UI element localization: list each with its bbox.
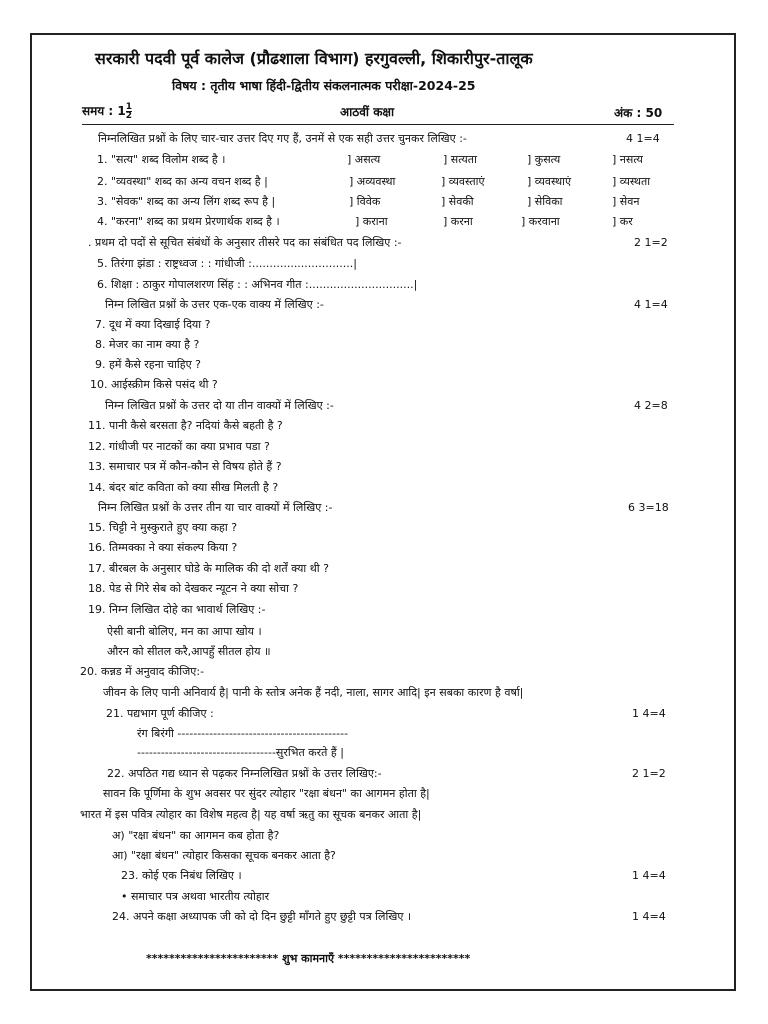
question-22: 22. अपठित गद्य ध्यान से पढ़कर निम्नलिखित प्रश्नों के उत्तर लिखिए:-	[107, 767, 382, 780]
q1-option-c: ] कुसत्य	[527, 153, 561, 166]
translation-passage: जीवन के लिए पानी अनिवार्य है| पानी के स्तोत्र अनेक हैं नदी, नाला, सागर आदि| इन सबका कारण है वर्षा|	[103, 686, 524, 699]
sub-question-aa: आ) "रक्षा बंधन" त्योहार किसका सूचक बनकर आता है?	[112, 849, 336, 862]
q4-option-c: ] करवाना	[521, 215, 560, 228]
q4-option-d: ] कर	[612, 215, 633, 228]
section2-instruction: . प्रथम दो पदों से सूचित संबंधों के अनुसार तीसरे पद का संबंधित पद लिखिए :-	[88, 236, 402, 249]
section5-instruction: निम्न लिखित प्रश्नों के उत्तर तीन या चार वाक्यों में लिखिए :-	[98, 501, 333, 514]
question-23-marks: 1 4=4	[632, 869, 666, 882]
question-17: 17. बीरबल के अनुसार घोडे के मालिक की दो शर्तें क्या थी ?	[88, 562, 329, 575]
section1-instruction: निम्नलिखित प्रश्नों के लिए चार-चार उत्तर दिए गए हैं, उनमें से एक सही उत्तर चुनकर लिखिए :-	[98, 132, 467, 145]
question-4: 4. "करना" शब्द का प्रथम प्रेरणार्थक शब्द है ।	[97, 215, 280, 228]
section3-marks: 4 1=4	[634, 298, 668, 311]
question-9: 9. हमें कैसे रहना चाहिए ?	[95, 358, 202, 371]
q1-option-a: ] असत्य	[347, 153, 381, 166]
question-11: 11. पानी कैसे बरसता है? नदियां कैसे बहती है ?	[88, 419, 283, 432]
class-label: आठवीं कक्षा	[340, 105, 395, 119]
section2-marks: 2 1=2	[634, 236, 668, 249]
section4-marks: 4 2=8	[634, 399, 668, 412]
q4-option-a: ] कराना	[355, 215, 388, 228]
q3-option-d: ] सेवन	[612, 195, 640, 208]
q2-option-c: ] व्यवस्थाएं	[527, 175, 572, 188]
section4-instruction: निम्न लिखित प्रश्नों के उत्तर दो या तीन वाक्यों में लिखिए :-	[105, 399, 334, 412]
section5-marks: 6 3=18	[628, 501, 669, 514]
question-23: 23. कोई एक निबंध लिखिए ।	[121, 869, 242, 882]
question-20: 20. कन्नड में अनुवाद कीजिए:-	[80, 665, 205, 678]
header-divider	[82, 124, 674, 125]
q1-option-b: ] सत्यता	[443, 153, 477, 166]
question-12: 12. गांधीजी पर नाटकों का क्या प्रभाव पडा ?	[88, 440, 270, 453]
question-3: 3. "सेवक" शब्द का अन्य लिंग शब्द रूप है |	[97, 195, 276, 208]
sub-question-a: अ) "रक्षा बंधन" का आगमन कब होता है?	[112, 829, 280, 842]
time-label	[82, 103, 132, 120]
question-18: 18. पेड से गिरे सेब को देखकर न्यूटन ने क्या सोचा ?	[88, 582, 299, 595]
question-6: 6. शिक्षा : ठाकुर गोपालशरण सिंह : : अभिनव गीत :..............................|	[97, 278, 418, 291]
doha-line-1: ऐसी बानी बोलिए, मन का आपा खोय ।	[107, 625, 262, 638]
question-19: 19. निम्न लिखित दोहे का भावार्थ लिखिए :-	[88, 603, 266, 616]
footer-wishes: *********************** शुभ कामनाएँ ***********************	[146, 952, 471, 965]
question-7: 7. दूध में क्या दिखाई दिया ?	[95, 318, 211, 331]
question-21-marks: 1 4=4	[632, 707, 666, 720]
q3-option-b: ] सेवकी	[441, 195, 474, 208]
time-value: समय : 1	[82, 104, 126, 118]
question-24-marks: 1 4=4	[632, 910, 666, 923]
question-1: 1. "सत्य" शब्द विलोम शब्द है ।	[97, 153, 226, 166]
question-21: 21. पद्यभाग पूर्ण कीजिए :	[106, 707, 214, 720]
poem-line-1: रंग बिरंगी -------------------------------------------	[137, 727, 349, 740]
section1-marks: 4 1=4	[626, 132, 660, 145]
question-5: 5. तिरंगा झंडा : राष्ट्रध्वज : : गांधीजी :.............................|	[97, 257, 357, 270]
question-22-marks: 2 1=2	[632, 767, 666, 780]
q4-option-b: ] करना	[443, 215, 473, 228]
question-14: 14. बंदर बांट कविता को क्या सीख मिलती है ?	[88, 481, 279, 494]
college-title: सरकारी पदवी पूर्व कालेज (प्रौढशाला विभाग) हरगुवल्ली, शिकारीपुर-तालूक	[95, 49, 533, 68]
question-2: 2. "व्यवस्था" शब्द का अन्य वचन शब्द है |	[97, 175, 268, 188]
poem-line-2: -----------------------------------सुरभित करते हैं |	[137, 746, 344, 759]
q1-option-d: ] नसत्य	[612, 153, 643, 166]
time-fraction: $\frac{1}{2}$	[125, 102, 133, 121]
unseen-passage-line-2: भारत में इस पवित्र त्योहार का विशेष महत्व है| यह वर्षा ऋतु का सूचक बनकर आता है|	[80, 808, 422, 821]
question-15: 15. चिट्टी ने मुस्कुराते हुए क्या कहा ?	[88, 521, 238, 534]
q2-option-a: ] अव्यवस्था	[349, 175, 396, 188]
question-8: 8. मेजर का नाम क्या है ?	[95, 338, 200, 351]
q2-option-d: ] व्यस्थता	[612, 175, 651, 188]
essay-options: • समाचार पत्र अथवा भारतीय त्योहार	[121, 890, 270, 903]
q2-option-b: ] व्यवस्ताएं	[441, 175, 485, 188]
unseen-passage-line-1: सावन कि पूर्णिमा के शुभ अवसर पर सुंदर त्योहार "रक्षा बंधन" का आगमन होता है|	[103, 787, 430, 800]
q3-option-c: ] सेविका	[527, 195, 563, 208]
exam-subject: विषय : तृतीय भाषा हिंदी-द्वितीय संकलनात्मक परीक्षा-2024-25	[172, 78, 476, 93]
question-16: 16. तिम्मक्का ने क्या संकल्प किया ?	[88, 541, 238, 554]
doha-line-2: औरन को सीतल करै,आपहुँ सीतल होय ॥	[107, 645, 271, 658]
q3-option-a: ] विवेक	[349, 195, 381, 208]
section3-instruction: निम्न लिखित प्रश्नों के उत्तर एक-एक वाक्य में लिखिए :-	[105, 298, 324, 311]
total-marks: अंक : 50	[614, 106, 663, 120]
question-13: 13. समाचार पत्र में कौन-कौन से विषय होते हैं ?	[88, 460, 282, 473]
question-10: 10. आईस्क्रीम किसे पसंद थी ?	[90, 378, 218, 391]
question-24: 24. अपने कक्षा अध्यापक जी को दो दिन छुट्टी माँगते हुए छुट्टी पत्र लिखिए ।	[112, 910, 412, 923]
